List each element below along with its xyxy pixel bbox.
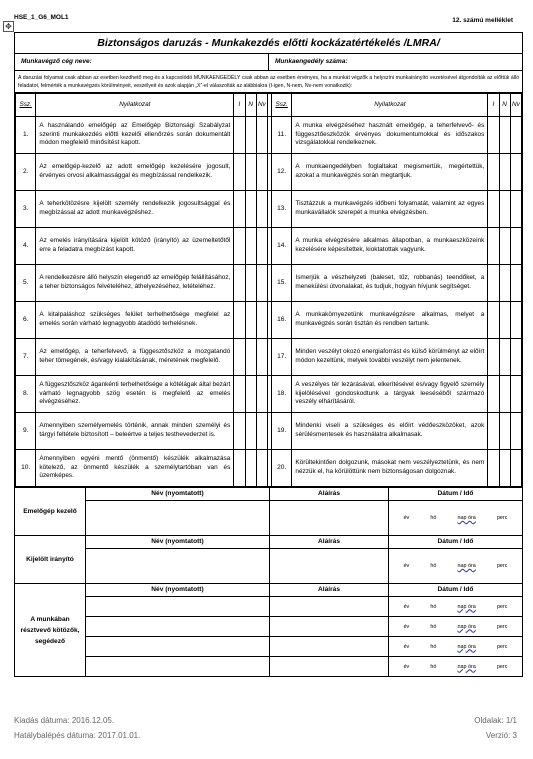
item-statement: Minden veszélyt okozó energiaforrást és külső körülményt az előírt módon kezeltünk, melyek további veszélyt nem jelentenek.	[292, 339, 488, 376]
item-number: 11.	[272, 117, 292, 154]
table-move-handle-icon[interactable]: ✥	[3, 21, 14, 32]
company-name-field[interactable]: Munkavégző cég neve:	[21, 58, 92, 65]
answer-no-box[interactable]	[245, 376, 256, 413]
answer-no-box[interactable]	[499, 339, 510, 376]
item-number: 17.	[272, 339, 292, 376]
permit-number-field[interactable]: Munkaengedély száma:	[268, 54, 522, 70]
item-statement: Körültekintően dolgozunk, másokat nem veszélyeztetünk, és nem nézzük el, ha körülöttünk nem biztonságosan dolgoznak.	[292, 450, 488, 487]
item-number: 10.	[16, 450, 36, 487]
answer-na-box[interactable]	[510, 191, 521, 228]
answer-na-box[interactable]	[510, 265, 521, 302]
signature-field[interactable]	[270, 597, 389, 616]
checklist-row	[16, 339, 522, 376]
date-field[interactable]: év hó nap óra perc	[403, 663, 508, 670]
answer-na-box[interactable]	[256, 302, 267, 339]
signature-entry-row	[86, 617, 522, 637]
annex-label: 12. számú melléklet	[452, 17, 513, 24]
checklist-row	[16, 302, 522, 339]
item-statement: A munka elvégzésére alkalmas állapotban, a munkaeszközeink kezelésére képesítettek, kioktatottak vagyunk.	[292, 228, 488, 265]
date-field[interactable]: év hó nap óra perc	[403, 603, 508, 610]
role-operator: Emelőgép kezelő	[15, 488, 86, 535]
director-signature-block	[15, 535, 522, 583]
item-statement: A függesztőszköz ágankénti terhelhetősége a kötélágak által bezárt várható legnagyobb szög esetén is megfelelő az emelés elvégzéséhez.	[36, 376, 234, 413]
item-statement: Amennyiben egyéni mentő (önmentő) készülék alkalmazása kötelező, az önmentő készülék a személytartóban van és üzemképes.	[36, 450, 234, 487]
checklist-row	[16, 376, 522, 413]
answer-yes-box[interactable]	[234, 376, 245, 413]
form-frame	[14, 32, 523, 677]
answer-na-box[interactable]	[256, 191, 267, 228]
item-number: 19.	[272, 413, 292, 450]
name-field[interactable]	[86, 501, 270, 535]
col-n: N	[245, 94, 256, 117]
col-n: N	[499, 94, 510, 117]
date-field[interactable]: év hó nap óra perc	[403, 563, 508, 569]
checklist-table	[15, 93, 522, 487]
item-statement: A munkaengedélyben foglaltakat megismertük, megértettük, azokat a munkavégzés során megtartjuk.	[292, 154, 488, 191]
col-statement: Nyilatkozat	[36, 94, 234, 117]
checklist-row	[16, 228, 522, 265]
answer-no-box[interactable]	[499, 265, 510, 302]
answer-no-box[interactable]	[499, 376, 510, 413]
col-i: I	[488, 94, 499, 117]
answer-yes-box[interactable]	[488, 302, 499, 339]
date-field[interactable]: év hó nap óra perc	[403, 643, 508, 650]
item-number: 4.	[16, 228, 36, 265]
item-statement: A teherkötözésre kijelölt személy rendelkezik jogosultsággal és megbízással az adott munkavégzéshez.	[36, 191, 234, 228]
item-number: 9.	[16, 413, 36, 450]
signature-field[interactable]	[270, 549, 389, 583]
answer-no-box[interactable]	[245, 302, 256, 339]
answer-yes-box[interactable]	[488, 339, 499, 376]
answer-yes-box[interactable]	[488, 228, 499, 265]
item-number: 12.	[272, 154, 292, 191]
operator-signature-block	[15, 487, 522, 535]
form-title: Biztonságos daruzás - Munkakezdés előtti kockázatértékelés /LMRA/	[15, 33, 522, 54]
answer-yes-box[interactable]	[234, 339, 245, 376]
answer-no-box[interactable]	[499, 450, 510, 487]
answer-na-box[interactable]	[256, 413, 267, 450]
answer-no-box[interactable]	[499, 154, 510, 191]
signature-entry-row	[86, 501, 522, 535]
signature-entry-row	[86, 637, 522, 657]
item-number: 8.	[16, 376, 36, 413]
answer-na-box[interactable]	[256, 376, 267, 413]
document-code: HSE_1_G6_MOL1	[14, 14, 69, 21]
answer-na-box[interactable]	[256, 154, 267, 191]
item-statement: Tisztázzuk a munkavégzés időbeni folyamatát, valamint az egyes munkavállalók szerepét a munka elvégzésben.	[292, 191, 488, 228]
col-i: I	[234, 94, 245, 117]
answer-no-box[interactable]	[499, 413, 510, 450]
answer-yes-box[interactable]	[488, 265, 499, 302]
answer-no-box[interactable]	[499, 191, 510, 228]
item-number: 2.	[16, 154, 36, 191]
date-field[interactable]: év hó nap óra perc	[403, 515, 508, 521]
answer-yes-box[interactable]	[488, 117, 499, 154]
answer-no-box[interactable]	[499, 302, 510, 339]
answer-no-box[interactable]	[245, 191, 256, 228]
col-nv: Nv	[510, 94, 521, 117]
answer-yes-box[interactable]	[488, 191, 499, 228]
effective-date: Hatálybalépés dátuma: 2017.01.01.	[14, 731, 141, 740]
item-number: 15.	[272, 265, 292, 302]
answer-no-box[interactable]	[245, 450, 256, 487]
item-statement: Az emelőgép-kezelő az adott emelőgép kezelésére jogosult, érvényes orvosi alkalmassággal és megbízással rendelkezik.	[36, 154, 234, 191]
answer-na-box[interactable]	[510, 154, 521, 191]
answer-na-box[interactable]	[510, 339, 521, 376]
answer-na-box[interactable]	[256, 265, 267, 302]
item-statement: Ismerjük a vészhelyzeti (baleset, tűz, robbanás) teendőket, a menekülési útvonalakat, és tudjuk, hogyan hívjunk segítséget.	[292, 265, 488, 302]
checklist-header-row	[16, 94, 522, 117]
answer-no-box[interactable]	[245, 339, 256, 376]
answer-yes-box[interactable]	[234, 154, 245, 191]
answer-no-box[interactable]	[245, 154, 256, 191]
answer-na-box[interactable]	[510, 302, 521, 339]
item-statement: Az emelőgép, a teherfelvevő, a függesztőszköz a mozgatandó teher tömegének, és/vagy kialakításának, méretének megfelelő.	[36, 339, 234, 376]
answer-na-box[interactable]	[510, 117, 521, 154]
answer-no-box[interactable]	[499, 117, 510, 154]
signature-header-row: Név (nyomtatott) Aláírás Dátum / Idő	[86, 488, 522, 501]
role-director: Kijelölt irányító	[15, 536, 86, 583]
item-number: 16.	[272, 302, 292, 339]
version: Verzió: 3	[485, 731, 517, 740]
signature-entry-row	[86, 549, 522, 583]
item-number: 13.	[272, 191, 292, 228]
col-nv: Nv	[256, 94, 267, 117]
item-number: 14.	[272, 228, 292, 265]
signature-field[interactable]	[270, 657, 389, 676]
checklist-row	[16, 191, 522, 228]
col-ssz: Ssz.	[272, 94, 292, 117]
name-field[interactable]	[86, 617, 270, 636]
date-field[interactable]: év hó nap óra perc	[403, 623, 508, 630]
answer-yes-box[interactable]	[234, 302, 245, 339]
answer-yes-box[interactable]	[234, 117, 245, 154]
name-field[interactable]	[86, 637, 270, 656]
item-statement: A kitalpaláshoz szükséges felület terhelhetősége megfelel az emelés során várható legnagyobb átadódó terhelésnek.	[36, 302, 234, 339]
signature-field[interactable]	[270, 637, 389, 656]
answer-yes-box[interactable]	[488, 376, 499, 413]
item-statement: Az emelés irányítására kijelölt kötöző (irányító) az üzemeltetőtől erre a feladatra megbízást kapott.	[36, 228, 234, 265]
issue-date: Kiadás dátuma: 2016.12.05.	[14, 716, 115, 725]
name-field[interactable]	[86, 549, 270, 583]
checklist-row	[16, 413, 522, 450]
answer-na-box[interactable]	[510, 413, 521, 450]
answer-no-box[interactable]	[245, 265, 256, 302]
answer-no-box[interactable]	[245, 228, 256, 265]
answer-yes-box[interactable]	[488, 413, 499, 450]
signature-header-row: Név (nyomtatott) Aláírás Dátum / Idő	[86, 584, 522, 597]
item-number: 5.	[16, 265, 36, 302]
item-statement: A rendelkezésre álló helyszín elegendő az emelőgép felállításához, a teher biztonságos felvételéhez, áthelyezéséhez, letételéhez.	[36, 265, 234, 302]
answer-no-box[interactable]	[499, 228, 510, 265]
item-statement: A munkakörnyezetünk munkavégzésre alkalmas, melyet a munkavégzés során tisztán és rendben tartunk.	[292, 302, 488, 339]
item-statement: A veszélyes tér lezárásával, elkerítésével és/vagy figyelő személy kijelölésével gondoskodtunk a tárgyak leeséséből származó veszély elhárításáról.	[292, 376, 488, 413]
answer-no-box[interactable]	[245, 413, 256, 450]
answer-na-box[interactable]	[256, 339, 267, 376]
answer-yes-box[interactable]	[234, 265, 245, 302]
answer-yes-box[interactable]	[234, 413, 245, 450]
answer-yes-box[interactable]	[234, 450, 245, 487]
name-field[interactable]	[86, 597, 270, 616]
name-field[interactable]	[86, 657, 270, 676]
answer-na-box[interactable]	[510, 228, 521, 265]
signature-field[interactable]	[270, 501, 389, 535]
answer-yes-box[interactable]	[488, 450, 499, 487]
answer-no-box[interactable]	[245, 117, 256, 154]
answer-yes-box[interactable]	[234, 191, 245, 228]
item-statement: Mindenki viseli a szükséges és előírt védőeszközöket, azok sérülésmentesek és használatra alkalmasak.	[292, 413, 488, 450]
answer-yes-box[interactable]	[488, 154, 499, 191]
answer-na-box[interactable]	[510, 450, 521, 487]
signature-entry-row	[86, 657, 522, 676]
role-workers: A munkában résztvevő kötözők, segédező	[15, 584, 86, 676]
item-number: 6.	[16, 302, 36, 339]
signature-header-row: Név (nyomtatott) Aláírás Dátum / Idő	[86, 536, 522, 549]
workers-signature-block	[15, 583, 522, 676]
item-statement: A használandó emelőgép az Emelőgép Biztonsági Szabályzat szerinti munkakezdés előtti kezelői ellenőrzés során dokumentált módon megfelelő minősítést kapott.	[36, 117, 234, 154]
answer-yes-box[interactable]	[234, 228, 245, 265]
answer-na-box[interactable]	[510, 376, 521, 413]
item-statement: Amennyiben személyemelés történik, annak minden személyi és tárgyi feltétele biztosított – beleértve a teljes testhevederzet is.	[36, 413, 234, 450]
answer-na-box[interactable]	[256, 228, 267, 265]
col-statement: Nyilatkozat	[292, 94, 488, 117]
item-statement: A munka elvégzéséhez használt emelőgép, a teherfelvevő- és függesztőeszközök érvényes dokumentumokkal és időszakos vizsgálatokkal rendelkeznek.	[292, 117, 488, 154]
item-number: 7.	[16, 339, 36, 376]
item-number: 1.	[16, 117, 36, 154]
company-permit-row	[15, 54, 522, 71]
answer-na-box[interactable]	[256, 117, 267, 154]
item-number: 20.	[272, 450, 292, 487]
col-ssz: Ssz.	[16, 94, 36, 117]
answer-na-box[interactable]	[256, 450, 267, 487]
intro-text: A daruzási folyamat csak abban az esetben kezdhető meg és a kapcsolódó MUNKAENGEDÉLY csak abban az esetben érvényes, ha a munkát végzők a helyszíni munkairányító vezetésével átgondolták az előttük álló feladatot, felmérték a munkavégzés körülményeit, veszélyeit és azok alapján „X”-el válaszolták az alábbiakra (I-igen, N-nem, Nv-nem vonatkozik):	[15, 71, 522, 93]
page-count: Oldalak: 1/1	[474, 716, 517, 725]
checklist-row	[16, 117, 522, 154]
item-number: 3.	[16, 191, 36, 228]
signature-entry-row	[86, 597, 522, 617]
checklist-row	[16, 154, 522, 191]
signature-field[interactable]	[270, 617, 389, 636]
checklist-row	[16, 450, 522, 487]
checklist-row	[16, 265, 522, 302]
item-number: 18.	[272, 376, 292, 413]
